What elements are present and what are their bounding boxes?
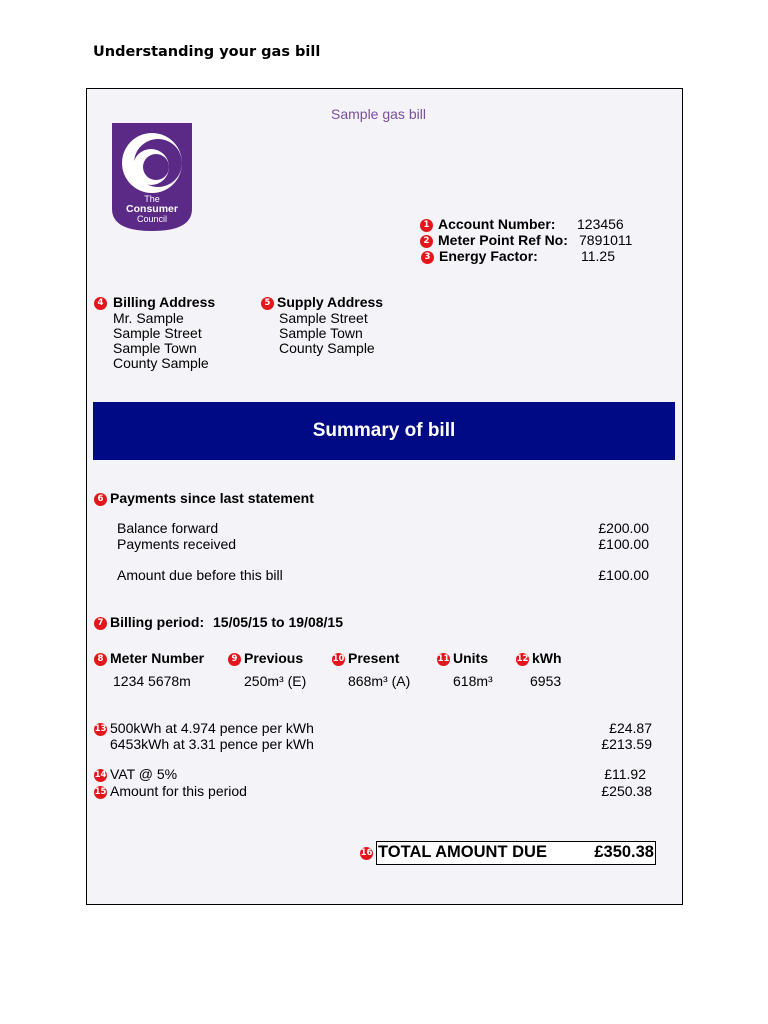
meter-point-ref-label: Meter Point Ref No: bbox=[438, 232, 568, 248]
logo-line-1: The bbox=[144, 194, 160, 204]
account-number-value: 123456 bbox=[577, 216, 624, 232]
page-heading: Understanding your gas bill bbox=[93, 44, 321, 60]
payments-received-label: Payments received bbox=[117, 536, 237, 552]
supply-address-line: Sample Town bbox=[279, 325, 363, 341]
present-value: 868m³ (A) bbox=[348, 673, 411, 689]
payments-title: Payments since last statement bbox=[110, 490, 314, 506]
logo-line-3: Council bbox=[136, 214, 168, 224]
supply-address-title: Supply Address bbox=[277, 294, 384, 310]
balance-forward-value: £200.00 bbox=[598, 520, 649, 536]
billing-address-line: Mr. Sample bbox=[113, 310, 184, 326]
marker-15: 15 bbox=[94, 787, 107, 797]
kwh-header: kWh bbox=[532, 650, 562, 666]
supply-address-line: Sample Street bbox=[279, 310, 368, 326]
kwh-value: 6953 bbox=[530, 673, 562, 689]
previous-header: Previous bbox=[244, 650, 304, 666]
billing-address-line: Sample Street bbox=[113, 325, 202, 341]
total-label: TOTAL AMOUNT DUE bbox=[378, 843, 547, 861]
payments-received-value: £100.00 bbox=[598, 536, 649, 552]
marker-14: 14 bbox=[94, 770, 107, 780]
marker-13: 13 bbox=[94, 724, 107, 734]
amount-due-before-value: £100.00 bbox=[598, 567, 649, 583]
marker-16: 16 bbox=[360, 848, 373, 858]
charge-line-2-label: 6453kWh at 3.31 pence per kWh bbox=[110, 736, 314, 752]
vat-label: VAT @ 5% bbox=[110, 766, 178, 782]
marker-9: 9 bbox=[228, 653, 241, 666]
marker-6: 6 bbox=[94, 493, 107, 506]
energy-factor-value: 11.25 bbox=[581, 248, 615, 264]
amount-due-before-label: Amount due before this bill bbox=[117, 567, 283, 583]
charge-line-1-label: 500kWh at 4.974 pence per kWh bbox=[110, 720, 314, 736]
vat-value: £11.92 bbox=[604, 766, 646, 782]
marker-4: 4 bbox=[94, 297, 107, 310]
units-value: 618m³ bbox=[453, 673, 493, 689]
marker-12: 12 bbox=[516, 654, 529, 664]
units-header: Units bbox=[453, 650, 488, 666]
marker-11: 11 bbox=[437, 654, 450, 664]
amount-period-value: £250.38 bbox=[601, 783, 652, 799]
marker-2: 2 bbox=[420, 235, 433, 248]
billing-period-value: 15/05/15 to 19/08/15 bbox=[213, 614, 343, 630]
marker-3: 3 bbox=[421, 251, 434, 264]
meter-point-ref-value: 7891011 bbox=[579, 232, 633, 248]
meter-number-value: 1234 5678m bbox=[113, 673, 191, 689]
marker-1: 1 bbox=[420, 219, 433, 232]
account-number-label: Account Number: bbox=[438, 216, 556, 232]
billing-address-line: County Sample bbox=[113, 355, 209, 371]
marker-10: 10 bbox=[332, 654, 345, 664]
charge-line-1-value: £24.87 bbox=[609, 720, 652, 736]
charge-line-2-value: £213.59 bbox=[601, 736, 652, 752]
bill-subtitle: Sample gas bill bbox=[331, 106, 426, 122]
consumer-council-logo bbox=[112, 123, 192, 231]
billing-address-line: Sample Town bbox=[113, 340, 197, 356]
meter-number-header: Meter Number bbox=[110, 650, 205, 666]
billing-period-label: Billing period: bbox=[110, 614, 205, 630]
present-header: Present bbox=[348, 650, 400, 666]
total-value: £350.38 bbox=[594, 843, 654, 861]
previous-value: 250m³ (E) bbox=[244, 673, 307, 689]
supply-address-line: County Sample bbox=[279, 340, 375, 356]
balance-forward-label: Balance forward bbox=[117, 520, 219, 536]
marker-5: 5 bbox=[261, 297, 274, 310]
amount-period-label: Amount for this period bbox=[110, 783, 247, 799]
marker-8: 8 bbox=[94, 653, 107, 666]
energy-factor-label: Energy Factor: bbox=[439, 248, 538, 264]
marker-7: 7 bbox=[94, 617, 107, 630]
summary-banner: Summary of bill bbox=[93, 402, 675, 460]
billing-address-title: Billing Address bbox=[113, 294, 216, 310]
total-amount-box bbox=[376, 841, 656, 865]
logo-line-2: Consumer bbox=[126, 203, 178, 215]
